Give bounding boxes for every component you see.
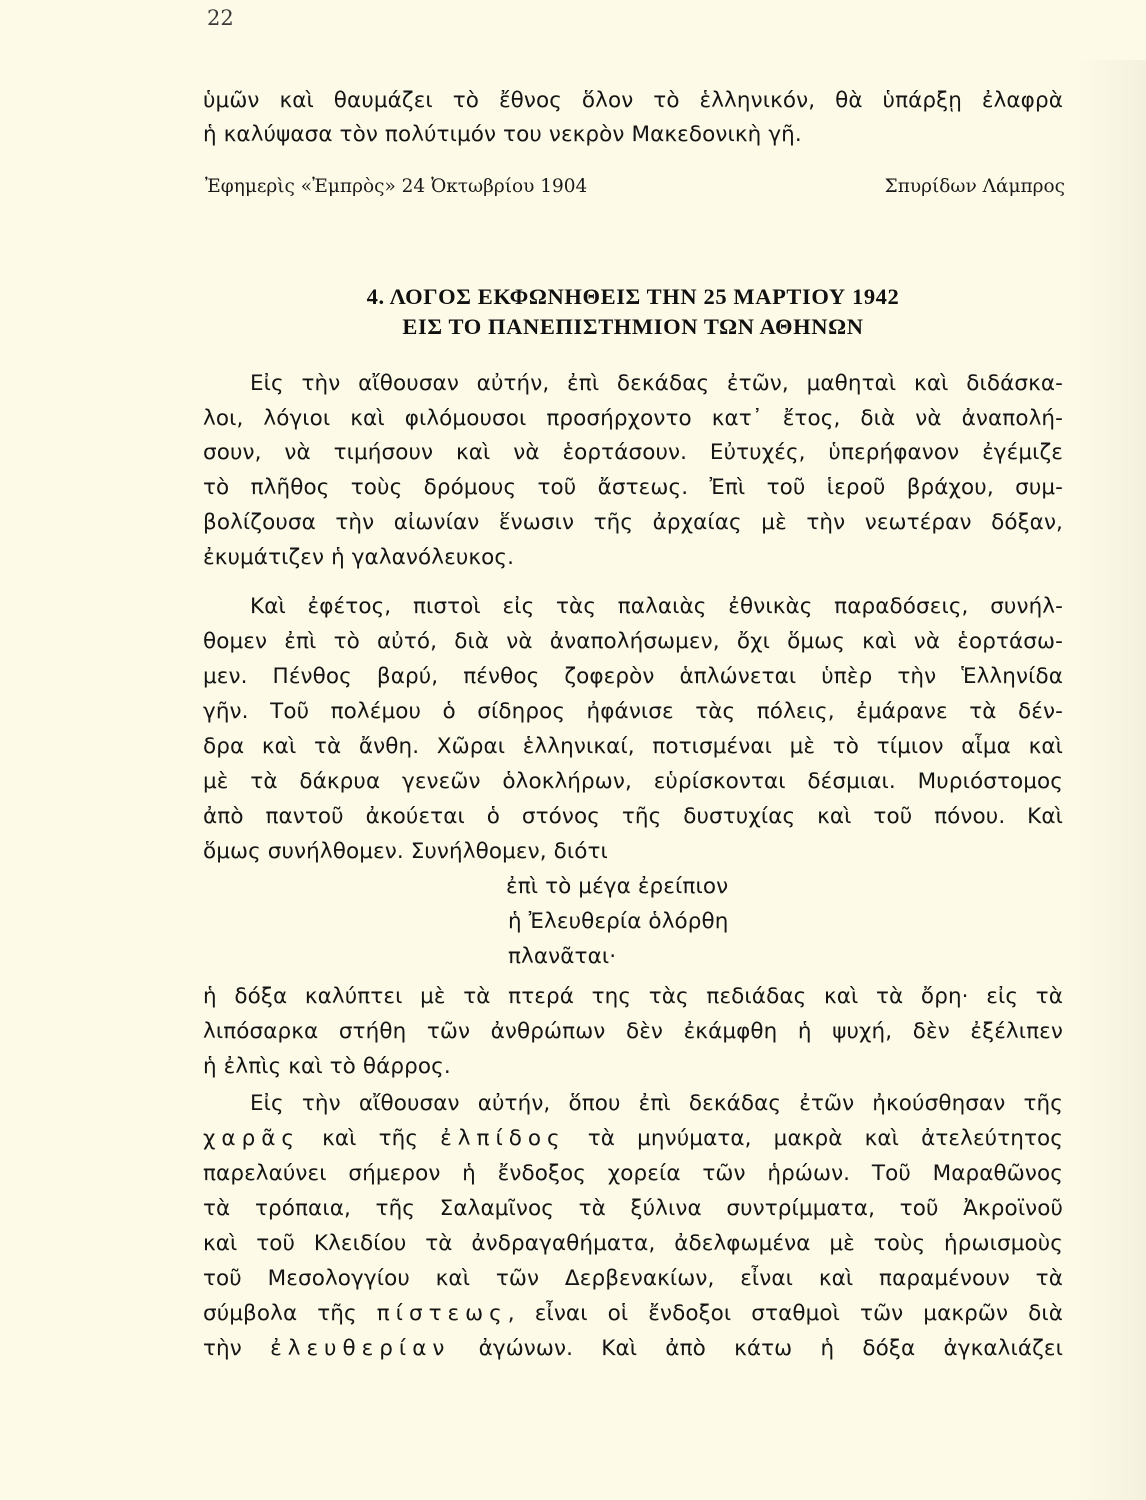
p2-line-2: θομεν ἐπὶ τὸ αὐτό, διὰ νὰ ἀναπολήσωμεν, ὄχι ὅμως καὶ νὰ ἑορτάσω- (203, 629, 1063, 654)
p2-line-3: μεν. Πένθος βαρύ, πένθος ζοφερὸν ἁπλώνεται ὑπὲρ τὴν Ἑλληνίδα (203, 664, 1063, 689)
verse-line-1: ἐπὶ τὸ μέγα ἐρείπιον (506, 874, 729, 899)
page-number: 22 (207, 6, 234, 30)
p3-line-8-start: τὴν (203, 1336, 271, 1361)
section-heading-line-1: 4. ΛΟΓΟΣ ΕΚΦΩΝΗΘΕΙΣ ΤΗΝ 25 ΜΑΡΤΙΟΥ 1942 (366, 284, 900, 309)
p1-line-2: λοι, λόγιοι καὶ φιλόμουσοι προσήρχοντο κατ᾽ ἔτος, διὰ νὰ ἀναπολή- (203, 406, 1063, 431)
newspaper-source: Ἐφημερὶς «Ἐμπρὸς» 24 Ὀκτωβρίου 1904 (205, 176, 588, 197)
p1-line-5: βολίζουσα τὴν αἰωνίαν ἕνωσιν τῆς ἀρχαίας μὲ τὴν νεωτέραν δόξαν, (203, 510, 1063, 535)
p2-line-7: ἀπὸ παντοῦ ἀκούεται ὁ στόνος τῆς δυστυχίας καὶ τοῦ πόνου. Καὶ (203, 804, 1063, 829)
p3-line-2-mid: καὶ τῆς (300, 1126, 441, 1151)
p2-line-1: Καὶ ἐφέτος, πιστοὶ εἰς τὰς παλαιὰς ἐθνικὰς παραδόσεις, συνήλ- (250, 594, 1063, 619)
p3-line-4: τὰ τρόπαια, τῆς Σαλαμῖνος τὰ ξύλινα συντρίμματα, τοῦ Ἀκροϊνοῦ (203, 1196, 1063, 1221)
p3-line-8-end: ἀγώνων. Καὶ ἀπὸ κάτω ἡ δόξα ἀγκαλιάζει (450, 1336, 1063, 1361)
emphasis-elpidos: ἐλπίδος (440, 1126, 566, 1151)
p3-line-2 (203, 1122, 1063, 1156)
p3-line-2-end: τὰ μηνύματα, μακρὰ καὶ ἀτελεύτητος (565, 1126, 1063, 1151)
source-attribution (205, 176, 1065, 197)
emphasis-pisteos: πίστεως (376, 1301, 508, 1326)
p3-line-7 (203, 1297, 1063, 1331)
p2-cont-line-2: λιπόσαρκα στήθη τῶν ἀνθρώπων δὲν ἐκάμφθη ἡ ψυχή, δὲν ἐξέλιπεν (203, 1019, 1063, 1044)
section-heading-line-2: ΕΙΣ ΤΟ ΠΑΝΕΠΙΣΤΗΜΙΟΝ ΤΩΝ ΑΘΗΝΩΝ (402, 314, 864, 339)
p1-line-1: Εἰς τὴν αἴθουσαν αὐτήν, ἐπὶ δεκάδας ἐτῶν, μαθηταὶ καὶ διδάσκα- (250, 371, 1063, 396)
p3-line-5: καὶ τοῦ Κλειδίου τὰ ἀνδραγαθήματα, ἀδελφωμένα μὲ τοὺς ἡρωισμοὺς (203, 1231, 1063, 1256)
p1-line-6: ἐκυμάτιζεν ἡ γαλανόλευκος. (203, 545, 515, 570)
p2-cont-line-3: ἡ ἐλπὶς καὶ τὸ θάρρος. (203, 1054, 451, 1079)
p3-line-7-start: σύμβολα τῆς (203, 1301, 377, 1326)
p3-line-6: τοῦ Μεσολογγίου καὶ τῶν Δερβενακίων, εἶναι καὶ παραμένουν τὰ (203, 1266, 1063, 1291)
page-edge-shade (1076, 60, 1146, 1500)
verse-line-2: ἡ Ἐλευθερία ὁλόρθη (508, 909, 729, 934)
p1-line-3: σουν, νὰ τιμήσουν καὶ νὰ ἑορτάσουν. Εὐτυχές, ὑπερήφανον ἐγέμιζε (203, 440, 1063, 465)
p3-line-3: παρελαύνει σήμερον ἡ ἔνδοξος χορεία τῶν ἡρώων. Τοῦ Μαραθῶνος (203, 1161, 1063, 1186)
p2-line-8: ὅμως συνήλθομεν. Συνήλθομεν, διότι (203, 839, 608, 864)
intro-line-1: ὑμῶν καὶ θαυμάζει τὸ ἔθνος ὅλον τὸ ἑλληνικόν, θὰ ὑπάρξῃ ἐλαφρὰ (203, 88, 1063, 113)
emphasis-eleftherian: ἐλευθερίαν (270, 1336, 451, 1361)
p1-line-4: τὸ πλῆθος τοὺς δρόμους τοῦ ἄστεως. Ἐπὶ τοῦ ἱεροῦ βράχου, συμ- (203, 475, 1063, 500)
p2-line-4: γῆν. Τοῦ πολέμου ὁ σίδηρος ἠφάνισε τὰς πόλεις, ἐμάρανε τὰ δέν- (203, 699, 1063, 724)
p2-cont-line-1: ἡ δόξα καλύπτει μὲ τὰ πτερά της τὰς πεδιάδας καὶ τὰ ὄρη· εἰς τὰ (203, 984, 1063, 1009)
p3-line-7-end: , εἶναι οἱ ἔνδοξοι σταθμοὶ τῶν μακρῶν διὰ (507, 1301, 1063, 1326)
author-signature: Σπυρίδων Λάμπρος (884, 176, 1065, 197)
p3-line-8 (203, 1332, 1063, 1366)
verse-line-3: πλανᾶται· (508, 944, 617, 969)
emphasis-chara: χαρᾶς (203, 1126, 301, 1151)
intro-line-2: ἡ καλύψασα τὸν πολύτιμόν του νεκρὸν Μακεδονικὴ γῆ. (203, 122, 802, 147)
p2-line-6: μὲ τὰ δάκρυα γενεῶν ὁλοκλήρων, εὑρίσκονται δέσμιαι. Μυριόστομος (203, 769, 1063, 794)
p2-line-5: δρα καὶ τὰ ἄνθη. Χῶραι ἑλληνικαί, ποτισμέναι μὲ τὸ τίμιον αἷμα καὶ (203, 734, 1063, 759)
p3-line-1: Εἰς τὴν αἴθουσαν αὐτήν, ὅπου ἐπὶ δεκάδας ἐτῶν ἠκούσθησαν τῆς (250, 1091, 1063, 1116)
